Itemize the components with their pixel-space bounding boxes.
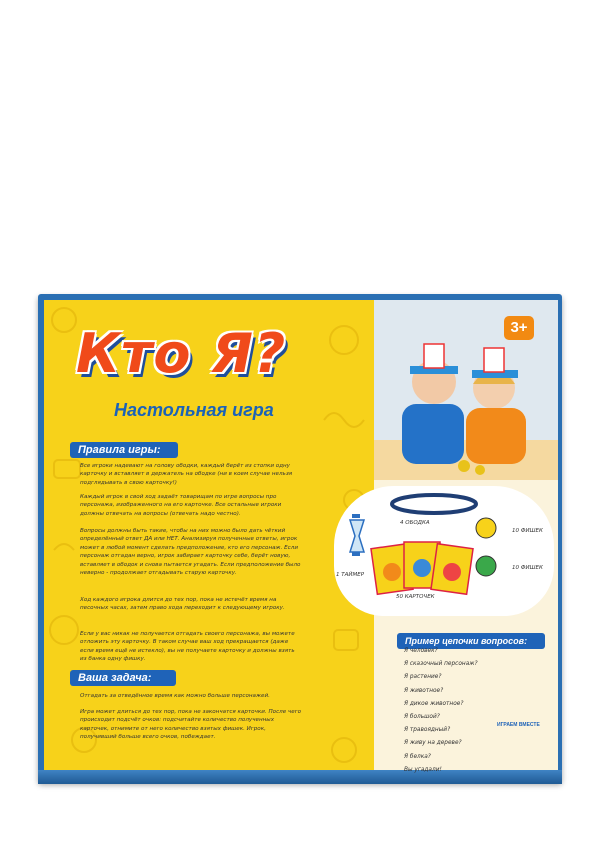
question-item: Я белка? (404, 753, 431, 760)
question-item: Вы угадали! (404, 766, 442, 773)
rules-paragraph-2: Каждый игрок в свой ход задаёт товарищам по игре вопросы про персонажа, изображенного на его карточке. Все остальные игроки должны отвечать на вопросы (отвечать надо честно). (80, 494, 282, 517)
question-item: Я травоядный? (404, 727, 451, 734)
headbands-caption: 4 ОБОДКА (400, 520, 430, 526)
components-bubble (334, 486, 554, 616)
task-paragraph-2: Игра может длиться до тех пор, пока не закончатся карточки. После чего происходит подсчёт очков: подсчитайте количество полученных карточек, отнимите от него количество взятых фишек. Игрок, получивший больше всего очков, побеждает. (80, 709, 302, 741)
question-item: Я животное? (404, 687, 444, 694)
questions-heading: Пример цепочки вопросов: (397, 633, 545, 649)
chips-caption-2: 10 ФИШЕК (512, 565, 543, 571)
question-item: Я живу на дереве? (404, 740, 462, 747)
game-subtitle: Настольная игра (114, 400, 274, 420)
task-heading: Ваша задача: (70, 670, 176, 686)
rules-heading: Правила игры: (70, 442, 178, 458)
question-item: Я человек? (404, 648, 438, 654)
question-item: Я большой? (404, 713, 440, 720)
task-paragraph-1: Отгадать за отведённое время как можно больше персонажей. (80, 693, 270, 699)
rules-paragraph-4: Ход каждого игрока длится до тех пор, пока не истечёт время на песочных часах, затем право хода переходит к следующему игроку. (80, 597, 285, 612)
question-item: Я дикое животное? (404, 700, 464, 707)
question-item: Я сказочный персонаж? (404, 661, 478, 668)
brand-logo: ИГРАЕМ ВМЕСТЕ (497, 722, 540, 728)
components-illustration (334, 486, 554, 616)
game-title: Кто Я? (76, 322, 287, 385)
age-badge: 3+ (504, 316, 534, 340)
cards-caption: 50 КАРТОЧЕК (396, 594, 435, 600)
chips-caption-1: 10 ФИШЕК (512, 528, 543, 534)
rules-paragraph-1: Все игроки надевают на голову ободки, каждый берёт из стопки одну карточку и вставляет в держатель на ободке (ни в коем случае нельзя подглядывать в свою карточку!) (80, 463, 293, 486)
questions-list (404, 648, 544, 780)
rules-paragraph-3: Вопросы должны быть такие, чтобы на них можно было дать чёткий определённый ответ ДА или НЕТ. Анализируя полученные ответы, игрок может в любой момент сделать предположение, кто его персонаж. Если персонаж отгадан верно, игрок забирает карточку себе, берёт новую, вставляет в ободок и снова пытается угадать. Если предположение было неверно - продолжает отгадывать старую карточку. (80, 528, 301, 577)
rules-paragraph-5: Если у вас никак не получается отгадать своего персонажа, вы можете отложить эту карточку. В таком случае ваш ход прекращается (даже если время ещё не истекло), вы не получаете карточку и должны взять из банка одну фишку. (80, 631, 295, 663)
question-item: Я растение? (404, 674, 442, 681)
timer-caption: 1 ТАЙМЕР (336, 572, 365, 578)
